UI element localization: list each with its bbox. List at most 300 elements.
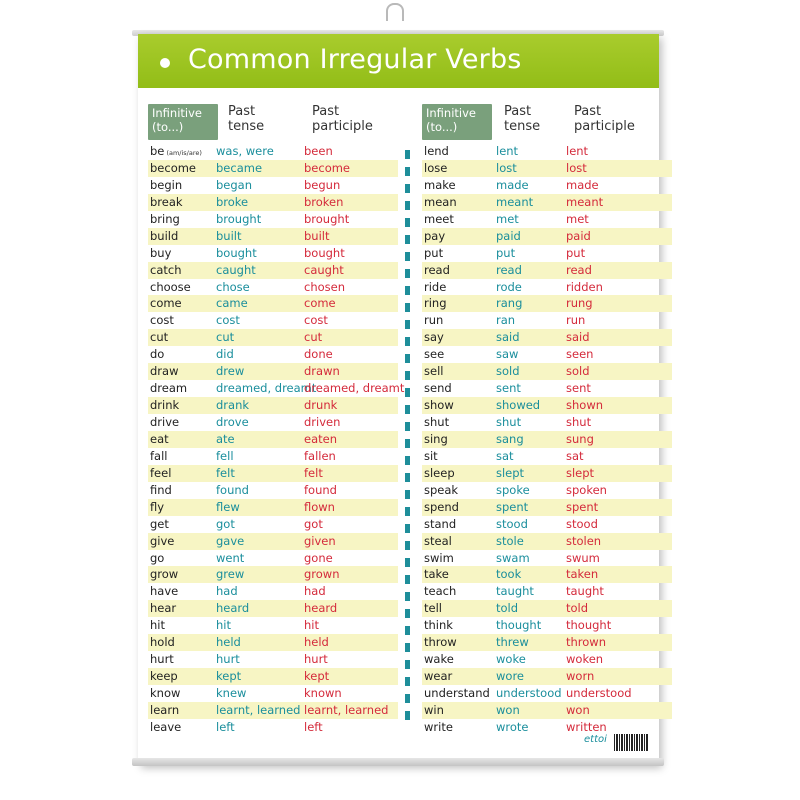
verb-row: [422, 329, 672, 346]
infinitive-cell: dream: [150, 381, 188, 396]
past-participle-header: [312, 104, 373, 140]
infinitive-cell: hurt: [150, 652, 174, 667]
infinitive-cell: run: [424, 313, 444, 328]
verb-row: [148, 279, 398, 296]
infinitive-cell: steal: [424, 533, 452, 548]
past-participle-cell: felt: [304, 465, 323, 480]
past-participle-cell: stood: [566, 516, 598, 531]
past-participle-cell: hit: [304, 618, 319, 633]
past-participle-cell: learnt, learned: [304, 702, 389, 717]
infinitive-cell: choose: [150, 279, 191, 294]
past-tense-cell: showed: [496, 398, 541, 413]
past-participle-cell: run: [566, 313, 586, 328]
past-tense-cell: understood: [496, 686, 562, 700]
verb-row: [148, 329, 398, 346]
verb-row: [148, 177, 398, 194]
past-tense-cell: fell: [216, 448, 234, 463]
past-tense-cell: lent: [496, 144, 519, 158]
past-participle-cell: left: [304, 719, 323, 734]
past-tense-cell: went: [216, 550, 245, 565]
verb-row: [148, 431, 398, 448]
verb-row: [148, 533, 398, 550]
verb-row: [422, 312, 672, 329]
verb-row: [148, 668, 398, 685]
verb-row: [422, 279, 672, 296]
verb-row: [148, 397, 398, 414]
past-participle-cell: spent: [566, 499, 599, 514]
infinitive-cell: drive: [150, 415, 180, 429]
past-tense-cell: grew: [216, 567, 245, 582]
infinitive-cell: sleep: [424, 465, 455, 480]
verb-row: [148, 262, 398, 279]
past-participle-cell: sold: [566, 364, 590, 379]
infinitive-cell: be: [150, 144, 165, 158]
past-participle-cell: worn: [566, 669, 595, 684]
verb-row: [148, 143, 398, 160]
infinitive-cell: find: [150, 482, 172, 497]
verb-row: [148, 465, 398, 482]
verb-row: [148, 566, 398, 583]
past-tense-cell: became: [216, 160, 263, 175]
infinitive-cell: get: [150, 516, 169, 531]
verb-row: [148, 448, 398, 465]
past-tense-cell: left: [216, 719, 235, 734]
past-participle-cell: understood: [566, 686, 632, 700]
past-participle-cell: cost: [304, 313, 328, 328]
past-participle-cell: spoken: [566, 482, 607, 497]
infinitive-cell: wear: [424, 669, 453, 684]
verb-row: [422, 194, 672, 211]
past-participle-cell: given: [304, 533, 336, 548]
infinitive-cell: win: [424, 702, 444, 717]
past-tense-cell: rode: [496, 279, 522, 294]
past-participle-cell: cut: [304, 330, 323, 345]
past-participle-cell: kept: [304, 669, 330, 684]
infinitive-cell: understand: [424, 686, 490, 700]
past-participle-cell: hurt: [304, 652, 328, 667]
past-participle-cell: known: [304, 686, 342, 700]
past-tense-cell: met: [496, 211, 519, 226]
infinitive-cell: think: [424, 618, 453, 633]
past-participle-cell: heard: [304, 601, 338, 616]
infinitive-cell: bring: [150, 211, 180, 226]
past-participle-cell: seen: [566, 347, 594, 362]
infinitive-cell: lose: [424, 160, 448, 175]
past-tense-cell: threw: [496, 635, 529, 650]
past-participle-cell: drawn: [304, 364, 340, 379]
infinitive-cell: ring: [424, 296, 447, 311]
infinitive-cell: break: [150, 194, 183, 209]
verb-row: [148, 685, 398, 702]
past-participle-cell: won: [566, 702, 590, 717]
past-tense-cell: sat: [496, 448, 514, 463]
verb-row: [422, 499, 672, 516]
past-participle-cell: lent: [566, 144, 589, 158]
past-participle-cell: bought: [304, 245, 345, 260]
past-participle-cell: shut: [566, 415, 592, 429]
infinitive-cell: fall: [150, 448, 168, 463]
infinitive-header-line2: (to...): [152, 120, 184, 134]
past-participle-cell: made: [566, 177, 599, 192]
past-participle-cell: flown: [304, 499, 335, 514]
past-tense-cell: stole: [496, 533, 524, 548]
verb-row: [148, 295, 398, 312]
past-tense-cell: did: [216, 347, 234, 362]
poster: [138, 34, 659, 764]
past-tense-header: [228, 104, 264, 140]
past-tense-cell: hurt: [216, 652, 240, 667]
verb-row: [422, 380, 672, 397]
past-participle-cell: held: [304, 635, 329, 650]
past-tense-cell: gave: [216, 533, 245, 548]
barcode-icon: [614, 734, 648, 751]
verb-row: [422, 414, 672, 431]
verb-row: [148, 719, 398, 736]
past-tense-cell: rang: [496, 296, 523, 311]
past-participle-cell: told: [566, 601, 589, 616]
infinitive-cell: shut: [424, 415, 450, 429]
verb-row: [422, 245, 672, 262]
infinitive-cell: send: [424, 381, 452, 396]
past-tense-cell: bought: [216, 245, 257, 260]
infinitive-cell: spend: [424, 499, 459, 514]
infinitive-cell: read: [424, 262, 450, 277]
past-participle-cell: thought: [566, 618, 612, 633]
past-participle-cell: done: [304, 347, 333, 362]
verb-row: [422, 600, 672, 617]
past-tense-cell: felt: [216, 465, 235, 480]
past-participle-cell: put: [566, 245, 586, 260]
verb-row: [148, 482, 398, 499]
verb-row: [148, 516, 398, 533]
past-participle-cell: begun: [304, 177, 341, 192]
verb-row: [148, 160, 398, 177]
verb-row: [148, 583, 398, 600]
past-participle-cell: taken: [566, 567, 599, 582]
past-participle-header-line1: Past: [574, 104, 602, 119]
past-participle-cell: sat: [566, 448, 584, 463]
infinitive-cell: build: [150, 228, 179, 243]
verb-row: [148, 363, 398, 380]
past-tense-cell: was, were: [216, 144, 274, 158]
infinitive-cell: show: [424, 398, 454, 413]
infinitive-cell: leave: [150, 719, 182, 734]
past-tense-header-line2: tense: [228, 119, 265, 134]
past-tense-cell: chose: [216, 279, 250, 294]
verb-row: [422, 482, 672, 499]
past-tense-cell: stood: [496, 516, 528, 531]
past-participle-header: [574, 104, 635, 140]
past-participle-cell: gone: [304, 550, 333, 565]
past-participle-cell: broken: [304, 194, 344, 209]
past-tense-cell: swam: [496, 550, 530, 565]
past-tense-cell: cut: [216, 330, 235, 345]
verb-row: [422, 143, 672, 160]
infinitive-header-line1: Infinitive: [152, 106, 202, 120]
infinitive-cell: hit: [150, 618, 165, 633]
verb-row: [422, 211, 672, 228]
past-participle-cell: met: [566, 211, 589, 226]
infinitive-cell: speak: [424, 482, 459, 497]
infinitive-header-line2: (to...): [426, 120, 458, 134]
past-participle-cell: swum: [566, 550, 600, 565]
infinitive-cell: cost: [150, 313, 174, 328]
publisher-logo: ettoi: [584, 734, 607, 745]
past-tense-cell: drove: [216, 415, 249, 429]
verb-row: [422, 177, 672, 194]
past-tense-cell: wore: [496, 669, 524, 684]
infinitive-cell: teach: [424, 584, 457, 599]
past-participle-cell: had: [304, 584, 326, 599]
past-participle-cell: become: [304, 160, 351, 175]
past-participle-cell: fallen: [304, 448, 336, 463]
verb-row: [148, 312, 398, 329]
verb-row: [148, 550, 398, 567]
infinitive-cell: cut: [150, 330, 169, 345]
verb-row: [422, 228, 672, 245]
past-participle-cell: found: [304, 482, 337, 497]
past-participle-cell: ridden: [566, 279, 603, 294]
past-tense-cell: spoke: [496, 482, 530, 497]
infinitive-cell: hear: [150, 601, 177, 616]
infinitive-cell: take: [424, 567, 449, 582]
infinitive-cell: keep: [150, 669, 178, 684]
past-tense-cell: began: [216, 177, 253, 192]
past-participle-cell: stolen: [566, 533, 602, 548]
past-participle-cell: come: [304, 296, 336, 311]
past-tense-cell: broke: [216, 194, 249, 209]
verb-row: [422, 262, 672, 279]
past-tense-cell: made: [496, 177, 529, 192]
past-tense-cell: hit: [216, 618, 231, 633]
bottom-hanging-rod: [132, 758, 664, 766]
past-tense-cell: brought: [216, 211, 262, 226]
past-participle-cell: taught: [566, 584, 604, 599]
past-participle-cell: paid: [566, 228, 591, 243]
past-tense-cell: took: [496, 567, 522, 582]
verb-row: [422, 516, 672, 533]
verb-row: [148, 245, 398, 262]
past-tense-cell: kept: [216, 669, 242, 684]
verb-row: [422, 363, 672, 380]
verb-row: [148, 346, 398, 363]
past-tense-cell: meant: [496, 194, 534, 209]
infinitive-cell: grow: [150, 567, 179, 582]
past-tense-cell: dreamed, dreamt: [216, 381, 317, 396]
past-tense-cell: lost: [496, 160, 517, 175]
verb-row: [422, 295, 672, 312]
past-participle-cell: read: [566, 262, 592, 277]
past-tense-cell: saw: [496, 347, 519, 362]
past-participle-cell: sung: [566, 431, 594, 446]
past-tense-cell: learnt, learned: [216, 702, 301, 717]
verb-row: [148, 702, 398, 719]
past-tense-cell: ate: [216, 431, 235, 446]
past-tense-cell: spent: [496, 499, 529, 514]
verb-row: [422, 566, 672, 583]
past-participle-cell: grown: [304, 567, 340, 582]
bullet-dot-icon: [160, 58, 170, 68]
infinitive-cell: write: [424, 719, 453, 734]
verb-row: [148, 228, 398, 245]
verb-row: [422, 448, 672, 465]
past-participle-cell: eaten: [304, 431, 337, 446]
infinitive-cell: buy: [150, 245, 172, 260]
infinitive-cell: pay: [424, 228, 446, 243]
past-participle-cell: thrown: [566, 635, 607, 650]
past-participle-cell: brought: [304, 211, 350, 226]
verb-row: [422, 465, 672, 482]
past-tense-header-line2: tense: [504, 119, 541, 134]
past-tense-cell: put: [496, 245, 516, 260]
verb-row: [422, 634, 672, 651]
past-tense-cell: woke: [496, 652, 526, 667]
verb-row: [148, 651, 398, 668]
infinitive-cell: lend: [424, 144, 449, 158]
poster-header: [138, 34, 659, 88]
past-tense-cell: built: [216, 228, 242, 243]
past-tense-cell: won: [496, 702, 520, 717]
infinitive-cell: drink: [150, 398, 180, 413]
past-participle-cell: sent: [566, 381, 591, 396]
infinitive-cell: come: [150, 296, 182, 311]
past-tense-cell: paid: [496, 228, 521, 243]
left-verb-rows: [148, 143, 405, 736]
past-participle-cell: said: [566, 330, 590, 345]
infinitive-cell: go: [150, 550, 165, 565]
infinitive-cell: become: [150, 160, 197, 175]
past-participle-cell: slept: [566, 465, 595, 480]
past-tense-cell: read: [496, 262, 522, 277]
poster-title: Common Irregular Verbs: [188, 44, 522, 75]
infinitive-cell: sell: [424, 364, 444, 379]
past-tense-cell: drew: [216, 364, 245, 379]
past-participle-header-line1: Past: [312, 104, 340, 119]
verb-row: [148, 499, 398, 516]
verb-row: [148, 617, 398, 634]
infinitive-cell: know: [150, 686, 181, 700]
infinitive-cell: catch: [150, 262, 182, 277]
past-participle-cell: dreamed, dreamt: [304, 381, 405, 396]
past-participle-cell: got: [304, 516, 323, 531]
past-tense-header: [504, 104, 540, 140]
infinitive-cell: throw: [424, 635, 457, 650]
infinitive-header: [148, 104, 218, 140]
past-tense-cell: slept: [496, 465, 525, 480]
verb-row: [148, 634, 398, 651]
infinitive-cell: mean: [424, 194, 457, 209]
infinitive-cell: eat: [150, 431, 169, 446]
verb-row: [422, 617, 672, 634]
infinitive-cell: learn: [150, 702, 180, 717]
verb-row: [422, 533, 672, 550]
past-tense-cell: cost: [216, 313, 240, 328]
past-tense-cell: told: [496, 601, 519, 616]
past-participle-cell: driven: [304, 415, 341, 429]
infinitive-cell: give: [150, 533, 175, 548]
verb-row: [422, 346, 672, 363]
infinitive-cell: swim: [424, 550, 454, 565]
past-participle-cell: rung: [566, 296, 593, 311]
verb-row: [148, 414, 398, 431]
verb-row: [422, 702, 672, 719]
past-tense-cell: said: [496, 330, 520, 345]
infinitive-cell: sit: [424, 448, 438, 463]
past-tense-cell: drank: [216, 398, 250, 413]
infinitive-cell: put: [424, 245, 444, 260]
past-tense-cell: knew: [216, 686, 247, 700]
infinitive-cell: ride: [424, 279, 447, 294]
infinitive-cell: sing: [424, 431, 448, 446]
infinitive-cell: fly: [150, 499, 165, 514]
past-tense-cell: ran: [496, 313, 516, 328]
past-tense-header-line1: Past: [504, 104, 532, 119]
dashed-column-divider: [405, 150, 410, 724]
verb-row: [148, 211, 398, 228]
past-tense-cell: thought: [496, 618, 542, 633]
past-participle-cell: written: [566, 719, 607, 734]
past-participle-cell: lost: [566, 160, 587, 175]
right-verb-rows: [422, 143, 672, 736]
past-participle-cell: shown: [566, 398, 604, 413]
past-tense-header-line1: Past: [228, 104, 256, 119]
infinitive-cell: meet: [424, 211, 454, 226]
past-tense-cell: heard: [216, 601, 250, 616]
hanging-hook-icon: [386, 3, 404, 21]
infinitive-cell: stand: [424, 516, 457, 531]
verb-row: [148, 600, 398, 617]
infinitive-cell: have: [150, 584, 179, 599]
infinitive-cell: hold: [150, 635, 175, 650]
past-tense-cell: sent: [496, 381, 521, 396]
infinitive-note: (am/is/are): [164, 149, 202, 157]
verb-row: [422, 397, 672, 414]
past-participle-cell: built: [304, 228, 330, 243]
past-participle-header-line2: participle: [574, 119, 635, 134]
verb-row: [148, 380, 405, 397]
past-tense-cell: sold: [496, 364, 520, 379]
past-participle-cell: meant: [566, 194, 604, 209]
past-tense-cell: caught: [216, 262, 256, 277]
past-tense-cell: wrote: [496, 719, 529, 734]
verb-row: [422, 668, 672, 685]
past-participle-cell: drunk: [304, 398, 338, 413]
past-participle-cell: been: [304, 144, 333, 158]
infinitive-cell: draw: [150, 364, 179, 379]
past-tense-cell: got: [216, 516, 235, 531]
verb-row: [422, 431, 672, 448]
past-tense-cell: found: [216, 482, 249, 497]
past-tense-cell: taught: [496, 584, 534, 599]
past-participle-header-line2: participle: [312, 119, 373, 134]
verb-row: [422, 685, 672, 702]
infinitive-cell: wake: [424, 652, 454, 667]
infinitive-cell: tell: [424, 601, 442, 616]
infinitive-cell: say: [424, 330, 444, 345]
past-tense-cell: shut: [496, 415, 522, 429]
past-tense-cell: flew: [216, 499, 240, 514]
verb-row: [422, 583, 672, 600]
past-tense-cell: held: [216, 635, 241, 650]
verb-row: [148, 194, 398, 211]
verb-row: [422, 160, 672, 177]
infinitive-cell: feel: [150, 465, 172, 480]
past-participle-cell: caught: [304, 262, 344, 277]
infinitive-cell: see: [424, 347, 445, 362]
past-tense-cell: had: [216, 584, 238, 599]
infinitive-header-line1: Infinitive: [426, 106, 476, 120]
infinitive-cell: do: [150, 347, 165, 362]
